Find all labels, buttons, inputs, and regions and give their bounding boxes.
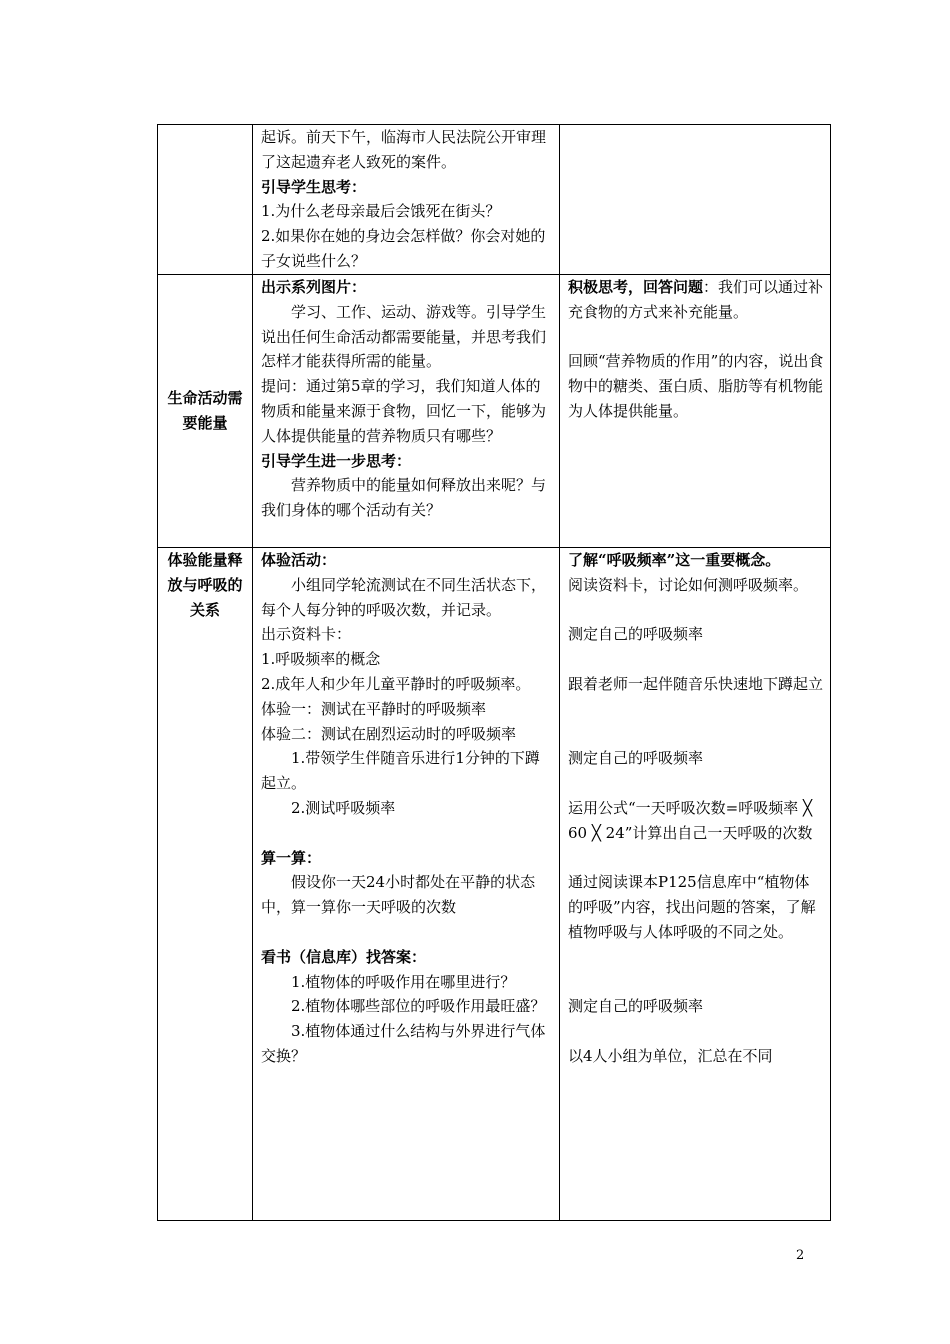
paragraph: 2.成年人和少年儿童平静时的呼吸频率。: [261, 674, 531, 693]
paragraph: 提问：通过第5章的学习，我们知道人体的物质和能量来源于食物，回忆一下，能够为人体提供能量的营养物质只有哪些？: [261, 377, 547, 445]
paragraph: 营养物质中的能量如何释放出来呢？与我们身体的哪个活动有关？: [261, 476, 547, 520]
paragraph: 跟着老师一起伴随音乐快速地下蹲起立: [568, 674, 824, 693]
blank-line: [568, 945, 824, 970]
paragraph: [568, 275, 824, 325]
section-label: 体验能量释放与呼吸的关系: [167, 551, 243, 619]
paragraph: 以4人小组为单位，汇总在不同: [568, 1046, 773, 1065]
bold-heading: 了解“呼吸频率”这一重要概念。: [568, 551, 781, 569]
paragraph: 2.植物体哪些部位的呼吸作用最旺盛？: [291, 997, 546, 1016]
blank-line: [568, 325, 824, 350]
paragraph: 测定自己的呼吸频率: [568, 625, 704, 644]
blank-line: [568, 1019, 824, 1044]
blank-line: [568, 697, 824, 722]
teacher-activity-cell: [253, 125, 560, 275]
paragraph: 通过阅读课本P125信息库中“植物体的呼吸”内容，找出问题的答案，了解植物呼吸与人体呼吸的不同之处。: [568, 873, 816, 941]
bold-heading: 体验活动：: [261, 551, 337, 569]
blank-line: [261, 920, 553, 945]
paragraph: 2.测试呼吸频率: [291, 798, 396, 817]
student-activity-cell: [560, 548, 831, 1221]
bold-lead: 积极思考，回答问题: [568, 278, 704, 296]
paragraph: 体验一：测试在平静时的呼吸频率: [261, 699, 487, 718]
paragraph-text: ：我们可以通过补充食物的方式来补充能量。: [568, 278, 824, 321]
paragraph: 测定自己的呼吸频率: [568, 749, 704, 768]
paragraph: 1.带领学生伴随音乐进行1分钟的下蹲起立。: [261, 749, 540, 793]
bold-heading: 算一算：: [261, 848, 322, 867]
blank-line: [568, 647, 824, 672]
blank-line: [568, 722, 824, 747]
paragraph: 出示资料卡：: [261, 625, 352, 644]
page-number: 2: [796, 1248, 805, 1263]
section-label-cell: [158, 548, 253, 1221]
table-body: [158, 125, 831, 1221]
paragraph: 2.如果你在她的身边会怎样做？你会对她的子女说些什么？: [261, 227, 546, 270]
bold-heading: 看书（信息库）找答案：: [261, 947, 427, 966]
lesson-plan-table: [157, 124, 831, 1221]
teacher-activity-cell: [253, 275, 560, 548]
section-label: 生命活动需要能量: [167, 389, 243, 432]
paragraph: 运用公式“一天呼吸次数=呼吸频率 ╳ 60 ╳ 24”计算出自己一天呼吸的次数: [568, 798, 813, 842]
table-row: [158, 125, 831, 275]
blank-line: [568, 970, 824, 995]
bold-heading: 引导学生进一步思考：: [261, 451, 412, 470]
blank-line: [568, 846, 824, 871]
blank-line: [261, 821, 553, 846]
table-row: [158, 275, 831, 548]
paragraph: 1.呼吸频率的概念: [261, 650, 381, 669]
paragraph: 小组同学轮流测试在不同生活状态下，每个人每分钟的呼吸次数，并记录。: [261, 575, 547, 619]
paragraph: 3.植物体通过什么结构与外界进行气体交换？: [261, 1022, 546, 1065]
section-label-cell: [158, 125, 253, 275]
paragraph: 假设你一天24小时都处在平静的状态中，算一算你一天呼吸的次数: [261, 873, 536, 917]
teacher-activity-cell: [253, 548, 560, 1221]
student-activity-cell: [560, 125, 831, 275]
student-activity-cell: [560, 275, 831, 548]
bold-heading: 出示系列图片：: [261, 278, 367, 296]
paragraph: 1.植物体的呼吸作用在哪里进行？: [291, 972, 516, 991]
table-row: [158, 548, 831, 1221]
paragraph: 学习、工作、运动、游戏等。引导学生说出任何生命活动都需要能量，并思考我们怎样才能获得所需的能量。: [261, 302, 547, 371]
blank-line: [568, 771, 824, 796]
section-label-cell: [158, 275, 253, 548]
paragraph: 测定自己的呼吸频率: [568, 997, 704, 1016]
paragraph: 体验二：测试在剧烈运动时的呼吸频率: [261, 724, 517, 743]
paragraph: 回顾“营养物质的作用”的内容，说出食物中的糖类、蛋白质、脂肪等有机物能为人体提供能量。: [568, 352, 824, 420]
paragraph: 1.为什么老母亲最后会饿死在街头？: [261, 202, 501, 221]
blank-line: [568, 598, 824, 623]
paragraph: 阅读资料卡，讨论如何测呼吸频率。: [568, 575, 809, 594]
paragraph: 起诉。前天下午，临海市人民法院公开审理了这起遗弃老人致死的案件。: [261, 128, 547, 171]
bold-heading: 引导学生思考：: [261, 177, 367, 196]
